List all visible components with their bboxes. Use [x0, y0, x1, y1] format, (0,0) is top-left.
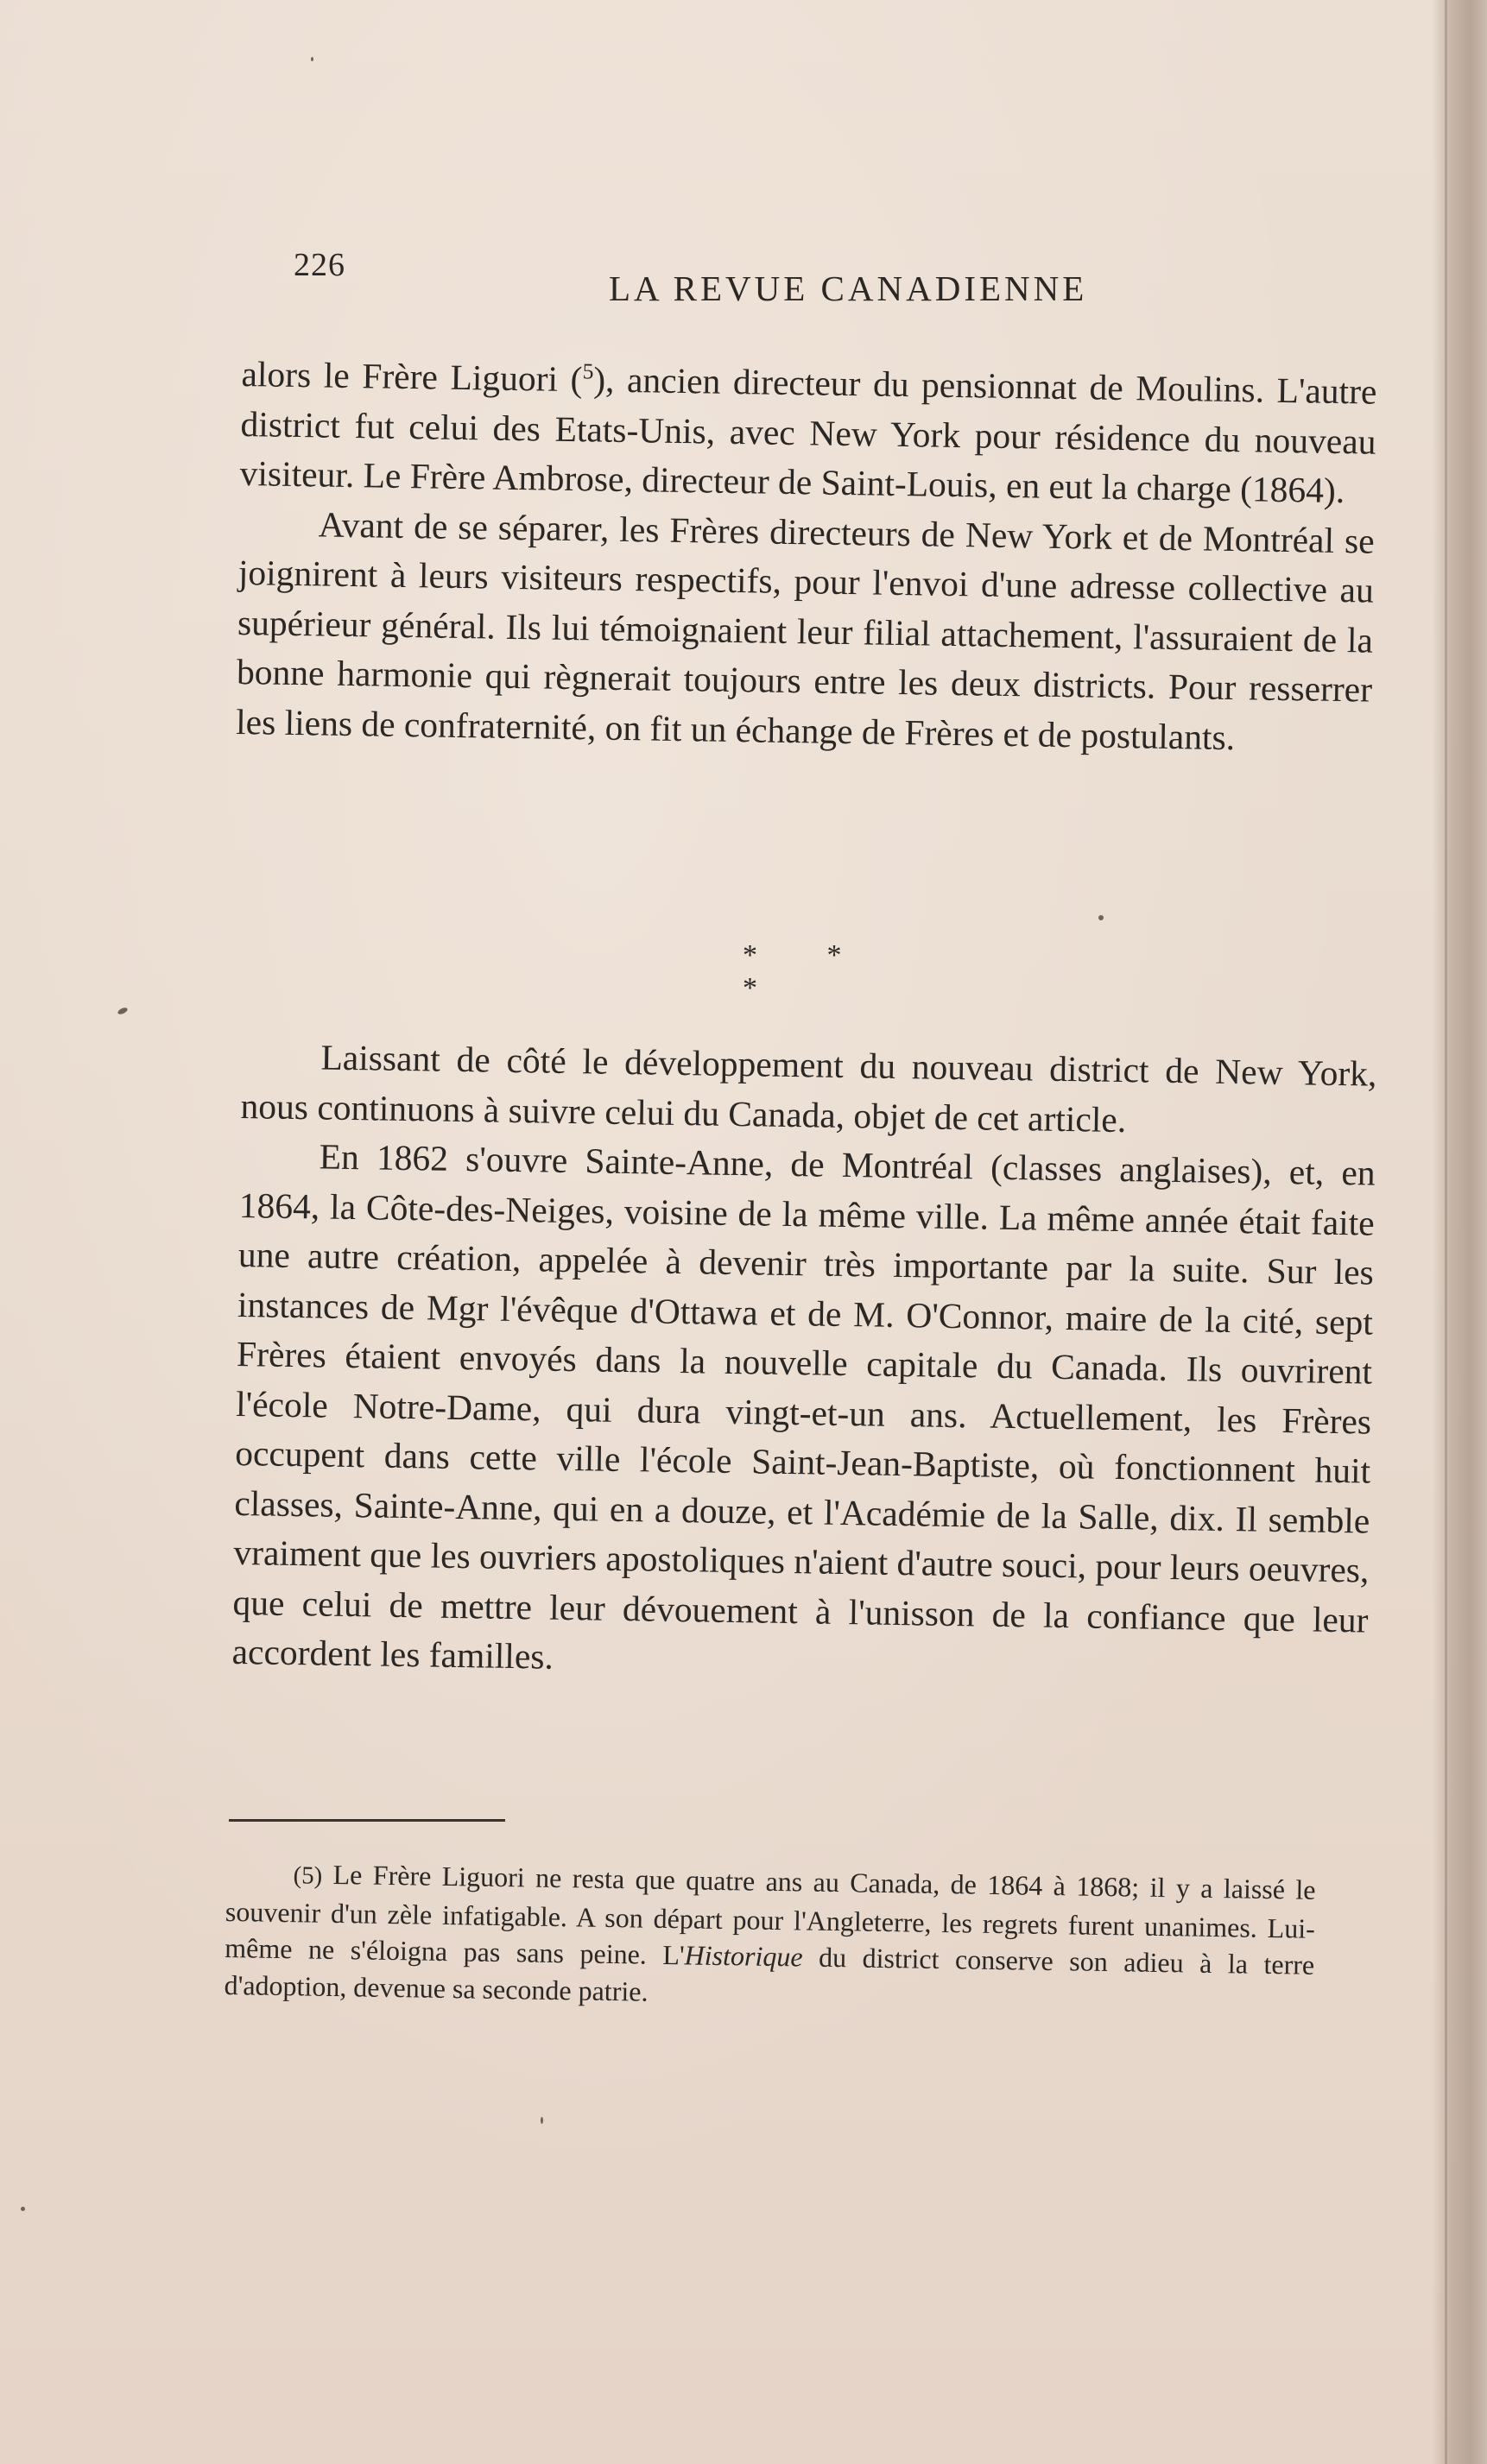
paragraph-adresse-collective: Avant de se séparer, les Frères directeurs de New York et de Montréal se joignirent à leurs visiteurs respectifs, pour l'envoi d'une adresse collective au supérieur général. Ils lui témoignaient leur filial attachement, l'assuraient de la bonne harmonie qui règnerait toujours entre les deux districts. Pour resserrer les liens de confraternité, on fit un échange de Frères et de postulants. [235, 503, 1376, 757]
paper-speck [311, 57, 313, 61]
running-title: LA REVUE CANADIENNE [609, 269, 1088, 308]
paper-speck [541, 2117, 543, 2124]
footnote [224, 1854, 1316, 2020]
paper-speck [117, 1007, 128, 1016]
paragraph-continuation: alors le Frère Liguori ($^5$), ancien directeur du pensionnat de Moulins. L'autre district fut celui des Etats-Unis, avec New York pour résidence du nouveau visiteur. Le Frère Ambrose, directeur de Saint-Louis, en eut la charge (1864). [239, 353, 1377, 511]
binding-gutter-line [1445, 0, 1447, 2464]
section-separator: * * * [743, 939, 873, 1004]
footnote-italic-title: Historique [684, 1939, 803, 1973]
binding-gutter-shadow [1432, 0, 1487, 2464]
footnote-label: (5) [293, 1861, 323, 1890]
footnote-reference[interactable]: 5 [582, 358, 594, 384]
page-number: 226 [294, 247, 345, 283]
page-header [294, 246, 1416, 324]
paragraph-en-1862: En 1862 s'ouvre Sainte-Anne, de Montréal (classes anglaises), et, en 1864, la Côte-des-Neiges, voisine de la même ville. La même année était faite une autre création, appelée à devenir très importante par la suite. Sur les instances de Mgr l'évêque d'Ottawa et de M. O'Connor, maire de la cité, sept Frères étaient envoyés dans la nouvelle capitale du Canada. Ils ouvrirent l'école Notre-Dame, qui dura vingt-et-un ans. Actuellement, les Frères occupent dans cette ville l'école Saint-Jean-Baptiste, où fonctionnent huit classes, Sainte-Anne, qui en a douze, et l'Académie de la Salle, dix. Il semble vraiment que les ouvriers apostoliques n'aient d'autre souci, pour leurs oeuvres, que celui de mettre leur dévouement à l'unisson de la confiance que leur accordent les familles. [231, 1136, 1376, 1677]
body-text-bottom [231, 1032, 1377, 1695]
paper-speck [21, 2207, 25, 2211]
body-text-top [236, 350, 1377, 765]
footnote-divider [229, 1819, 505, 1822]
paper-speck [1098, 915, 1104, 920]
paragraph-laissant: Laissant de côté le développement du nouveau district de New York, nous continuons à suivre celui du Canada, objet de cet article. [240, 1037, 1377, 1140]
footnote-5: (5) Le Frère Liguori ne resta que quatre ans au Canada, de 1864 à 1868; il y a laissé le souvenir d'un zèle infatigable. A son départ pour l'Angleterre, les regrets furent unanimes. Lui-même ne s'éloigna pas sans peine. L'Historique du district conserve son adieu à la terre d'adoption, devenue sa seconde patrie. [224, 1858, 1316, 2007]
